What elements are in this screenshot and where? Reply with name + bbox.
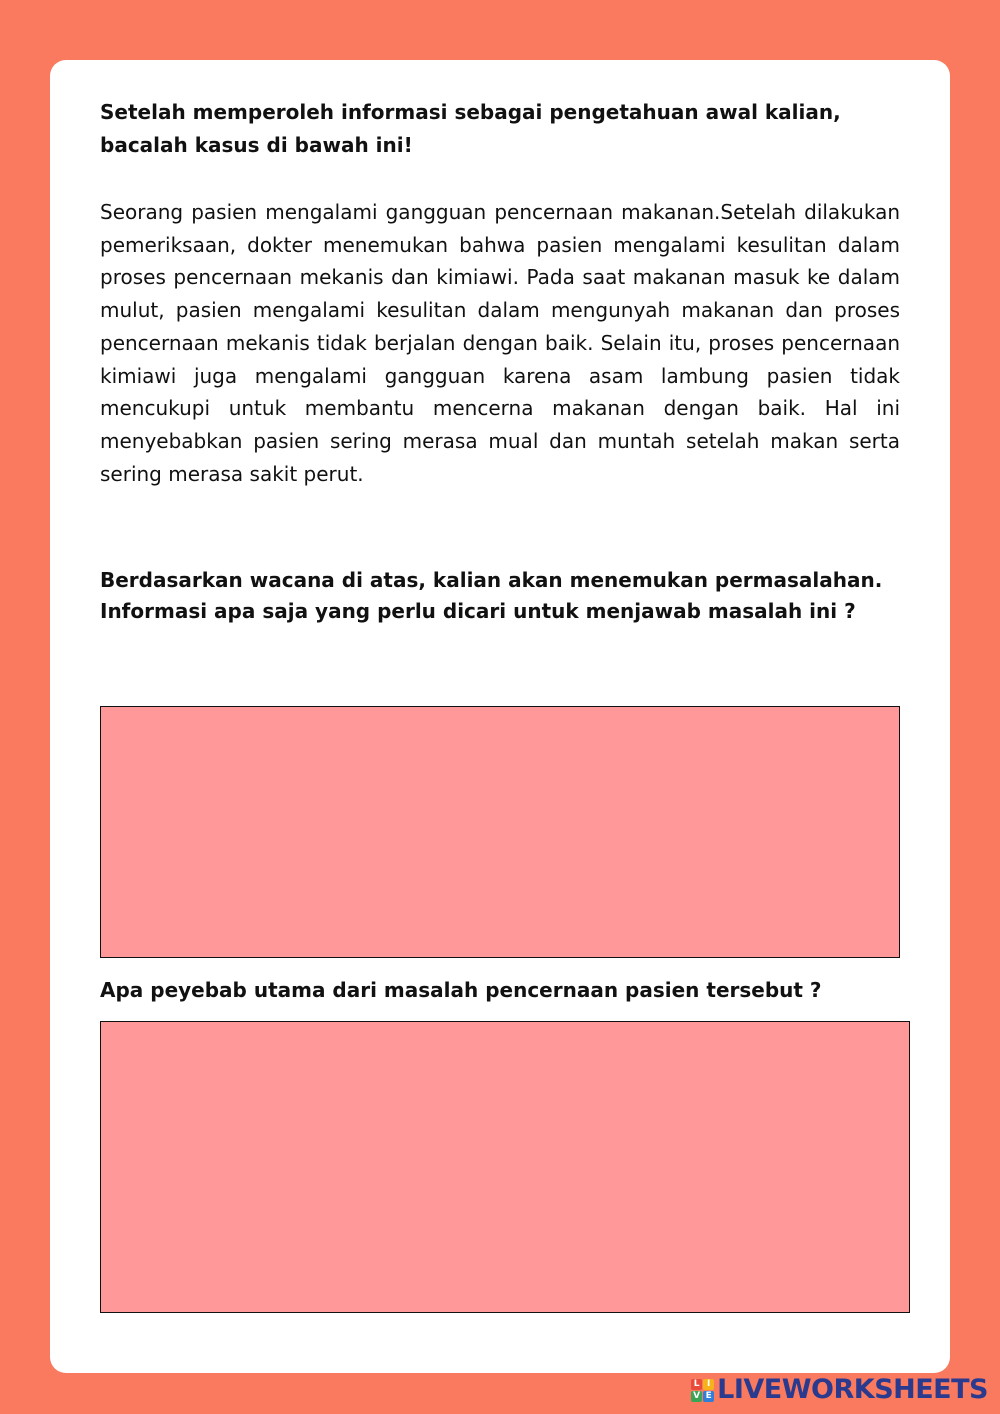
liveworksheets-icon — [691, 1379, 714, 1402]
question-1-line-2: Informasi apa saja yang perlu dicari untuk menjawab masalah ini ? — [100, 599, 856, 623]
case-description: Seorang pasien mengalami gangguan pencernaan makanan.Setelah dilakukan pemeriksaan, dokter menemukan bahwa pasien mengalami kesulitan dalam proses pencernaan mekanis dan kimiawi. Pada saat makanan masuk ke dalam mulut, pasien mengalami kesulitan dalam mengunyah makanan dan proses pencernaan mekanis tidak berjalan dengan baik. Selain itu, proses pencernaan kimiawi juga mengalami gangguan karena asam lambung pasien tidak mencukupi untuk membantu mencerna makanan dengan baik. Hal ini menyebabkan pasien sering merasa mual dan muntah setelah makan serta sering merasa sakit perut. — [100, 200, 900, 486]
liveworksheets-logo — [691, 1374, 988, 1406]
logo-letter-v: V — [691, 1391, 702, 1402]
liveworksheets-wordmark: LIVEWORKSHEETS — [717, 1374, 988, 1405]
answer-box-2[interactable] — [100, 1021, 910, 1313]
question-1-line-1: Berdasarkan wacana di atas, kalian akan menemukan permasalahan. — [100, 568, 883, 592]
intro-instruction: Setelah memperoleh informasi sebagai pengetahuan awal kalian, bacalah kasus di bawah ini! — [100, 100, 841, 157]
logo-letter-l: L — [691, 1379, 702, 1390]
question-2: Apa peyebab utama dari masalah pencernaan pasien tersebut ? — [100, 978, 822, 1002]
question-1 — [100, 565, 900, 627]
logo-letter-i: I — [703, 1379, 714, 1390]
logo-letter-e: E — [703, 1391, 714, 1402]
answer-box-1[interactable] — [100, 706, 900, 958]
